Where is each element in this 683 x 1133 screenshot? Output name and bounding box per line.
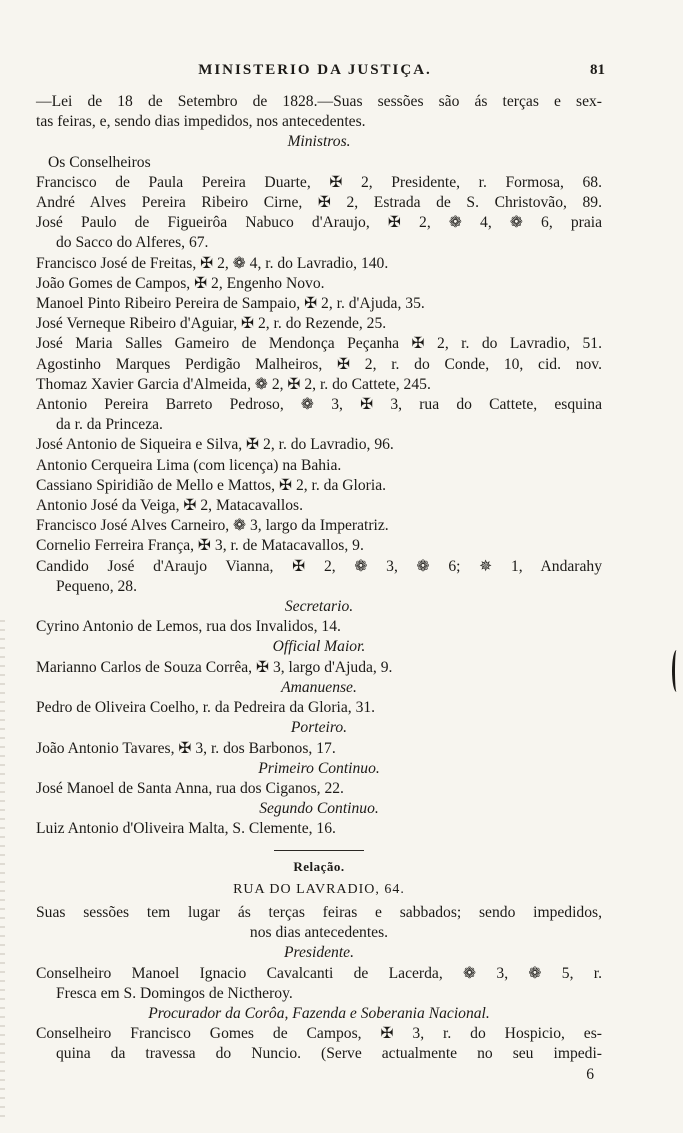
list-item: Manoel Pinto Ribeiro Pereira de Sampaio, ✠ 2, r. d'Ajuda, 35. [36,295,425,313]
section-divider [274,850,364,851]
sessions-line: nos dias antecedentes. [249,924,389,942]
list-item: Cassiano Spiridião de Mello e Mattos, ✠ 2, r. da Gloria. [36,476,387,494]
signature-mark: 6 [586,1065,594,1083]
list-item: Francisco José de Freitas, ✠ 2, ❁ 4, r. do Lavradio, 140. [36,254,389,272]
list-item: Antonio Pereira Barreto Pedroso, ❁ 3, ✠ 3, rua do Cattete, esquina [36,396,602,414]
list-item: Francisco José Alves Carneiro, ❁ 3, largo da Imperatriz. [36,517,389,535]
section-heading-procurador: Procurador da Corôa, Fazenda e Soberania Nacional. [148,1004,490,1022]
page-number: 81 [590,62,605,78]
list-item-continuation: Pequeno, 28. [56,577,137,595]
list-item: João Antonio Tavares, ✠ 3, r. dos Barbonos, 17. [36,739,336,757]
page-title: MINISTERIO DA JUSTIÇA. [198,62,432,78]
list-item: Marianno Carlos de Souza Corrêa, ✠ 3, largo d'Ajuda, 9. [36,658,393,676]
section-heading-relacao: Relação. [293,858,345,874]
list-item: Conselheiro Manoel Ignacio Cavalcanti de Lacerda, ❁ 3, ❁ 5, r. [36,964,602,982]
section-heading-porteiro: Porteiro. [290,719,348,737]
list-item: José Manoel de Santa Anna, rua dos Ciganos, 22. [36,779,344,797]
list-item: Antonio José da Veiga, ✠ 2, Matacavallos. [36,497,303,515]
page-edge-specks [0,620,5,1120]
law-intro-line: —Lei de 18 de Setembro de 1828.—Suas sessões são ás terças e sex- [36,93,602,110]
list-item: Pedro de Oliveira Coelho, r. da Pedreira da Gloria, 31. [36,699,376,717]
law-intro-line: tas feiras, e, sendo dias impedidos, nos antecedentes. [36,113,366,131]
list-item-continuation: Fresca em S. Domingos de Nictheroy. [56,984,293,1002]
list-item: José Verneque Ribeiro d'Aguiar, ✠ 2, r. do Rezende, 25. [36,315,387,333]
margin-bracket [672,650,681,692]
list-item: Cornelio Ferreira França, ✠ 3, r. de Matacavallos, 9. [36,537,364,555]
address-line: RUA DO LAVRADIO, 64. [233,881,405,897]
list-item: Luiz Antonio d'Oliveira Malta, S. Clemente, 16. [36,820,336,838]
list-item: José Paulo de Figueirôa Nabuco d'Araujo, ✠ 2, ❁ 4, ❁ 6, praia [36,214,602,232]
list-item: José Maria Salles Gameiro de Mendonça Peçanha ✠ 2, r. do Lavradio, 51. [36,335,602,353]
running-head [0,62,683,84]
list-item: Conselheiro Francisco Gomes de Campos, ✠ 3, r. do Hospicio, es- [36,1025,602,1043]
section-heading-presidente: Presidente. [283,944,354,962]
list-item: André Alves Pereira Ribeiro Cirne, ✠ 2, Estrada de S. Christovão, 89. [36,194,602,212]
list-item: Thomaz Xavier Garcia d'Almeida, ❁ 2, ✠ 2, r. do Cattete, 245. [36,375,431,393]
list-item: Antonio Cerqueira Lima (com licença) na Bahia. [36,456,342,474]
page-body [36,92,602,1085]
section-heading-official-maior: Official Maior. [272,638,366,656]
list-item-continuation: quina da travessa do Nuncio. (Serve actualmente no seu impedi- [56,1045,602,1063]
list-item: Cyrino Antonio de Lemos, rua dos Invalidos, 14. [36,618,341,636]
section-heading-segundo-continuo: Segundo Continuo. [259,800,379,818]
list-item: José Antonio de Siqueira e Silva, ✠ 2, r. do Lavradio, 96. [36,436,394,454]
section-heading-secretario: Secretario. [284,598,354,616]
section-heading-primeiro-continuo: Primeiro Continuo. [258,759,380,777]
section-heading-ministros: Ministros. [287,133,351,151]
sessions-line: Suas sessões tem lugar ás terças feiras e sabbados; sendo impedidos, [36,903,602,921]
list-item-continuation: do Sacco do Alferes, 67. [56,234,209,252]
list-item: Francisco de Paula Pereira Duarte, ✠ 2, Presidente, r. Formosa, 68. [36,173,602,191]
section-heading-amanuense: Amanuense. [281,678,357,696]
list-item-continuation: da r. da Princeza. [56,416,163,434]
list-item: João Gomes de Campos, ✠ 2, Engenho Novo. [36,274,325,292]
subheading-conselheiros: Os Conselheiros [48,153,151,171]
list-item: Candido José d'Araujo Vianna, ✠ 2, ❁ 3, ❁ 6; ✵ 1, Andarahy [36,557,602,575]
list-item: Agostinho Marques Perdigão Malheiros, ✠ 2, r. do Conde, 10, cid. nov. [36,355,602,373]
